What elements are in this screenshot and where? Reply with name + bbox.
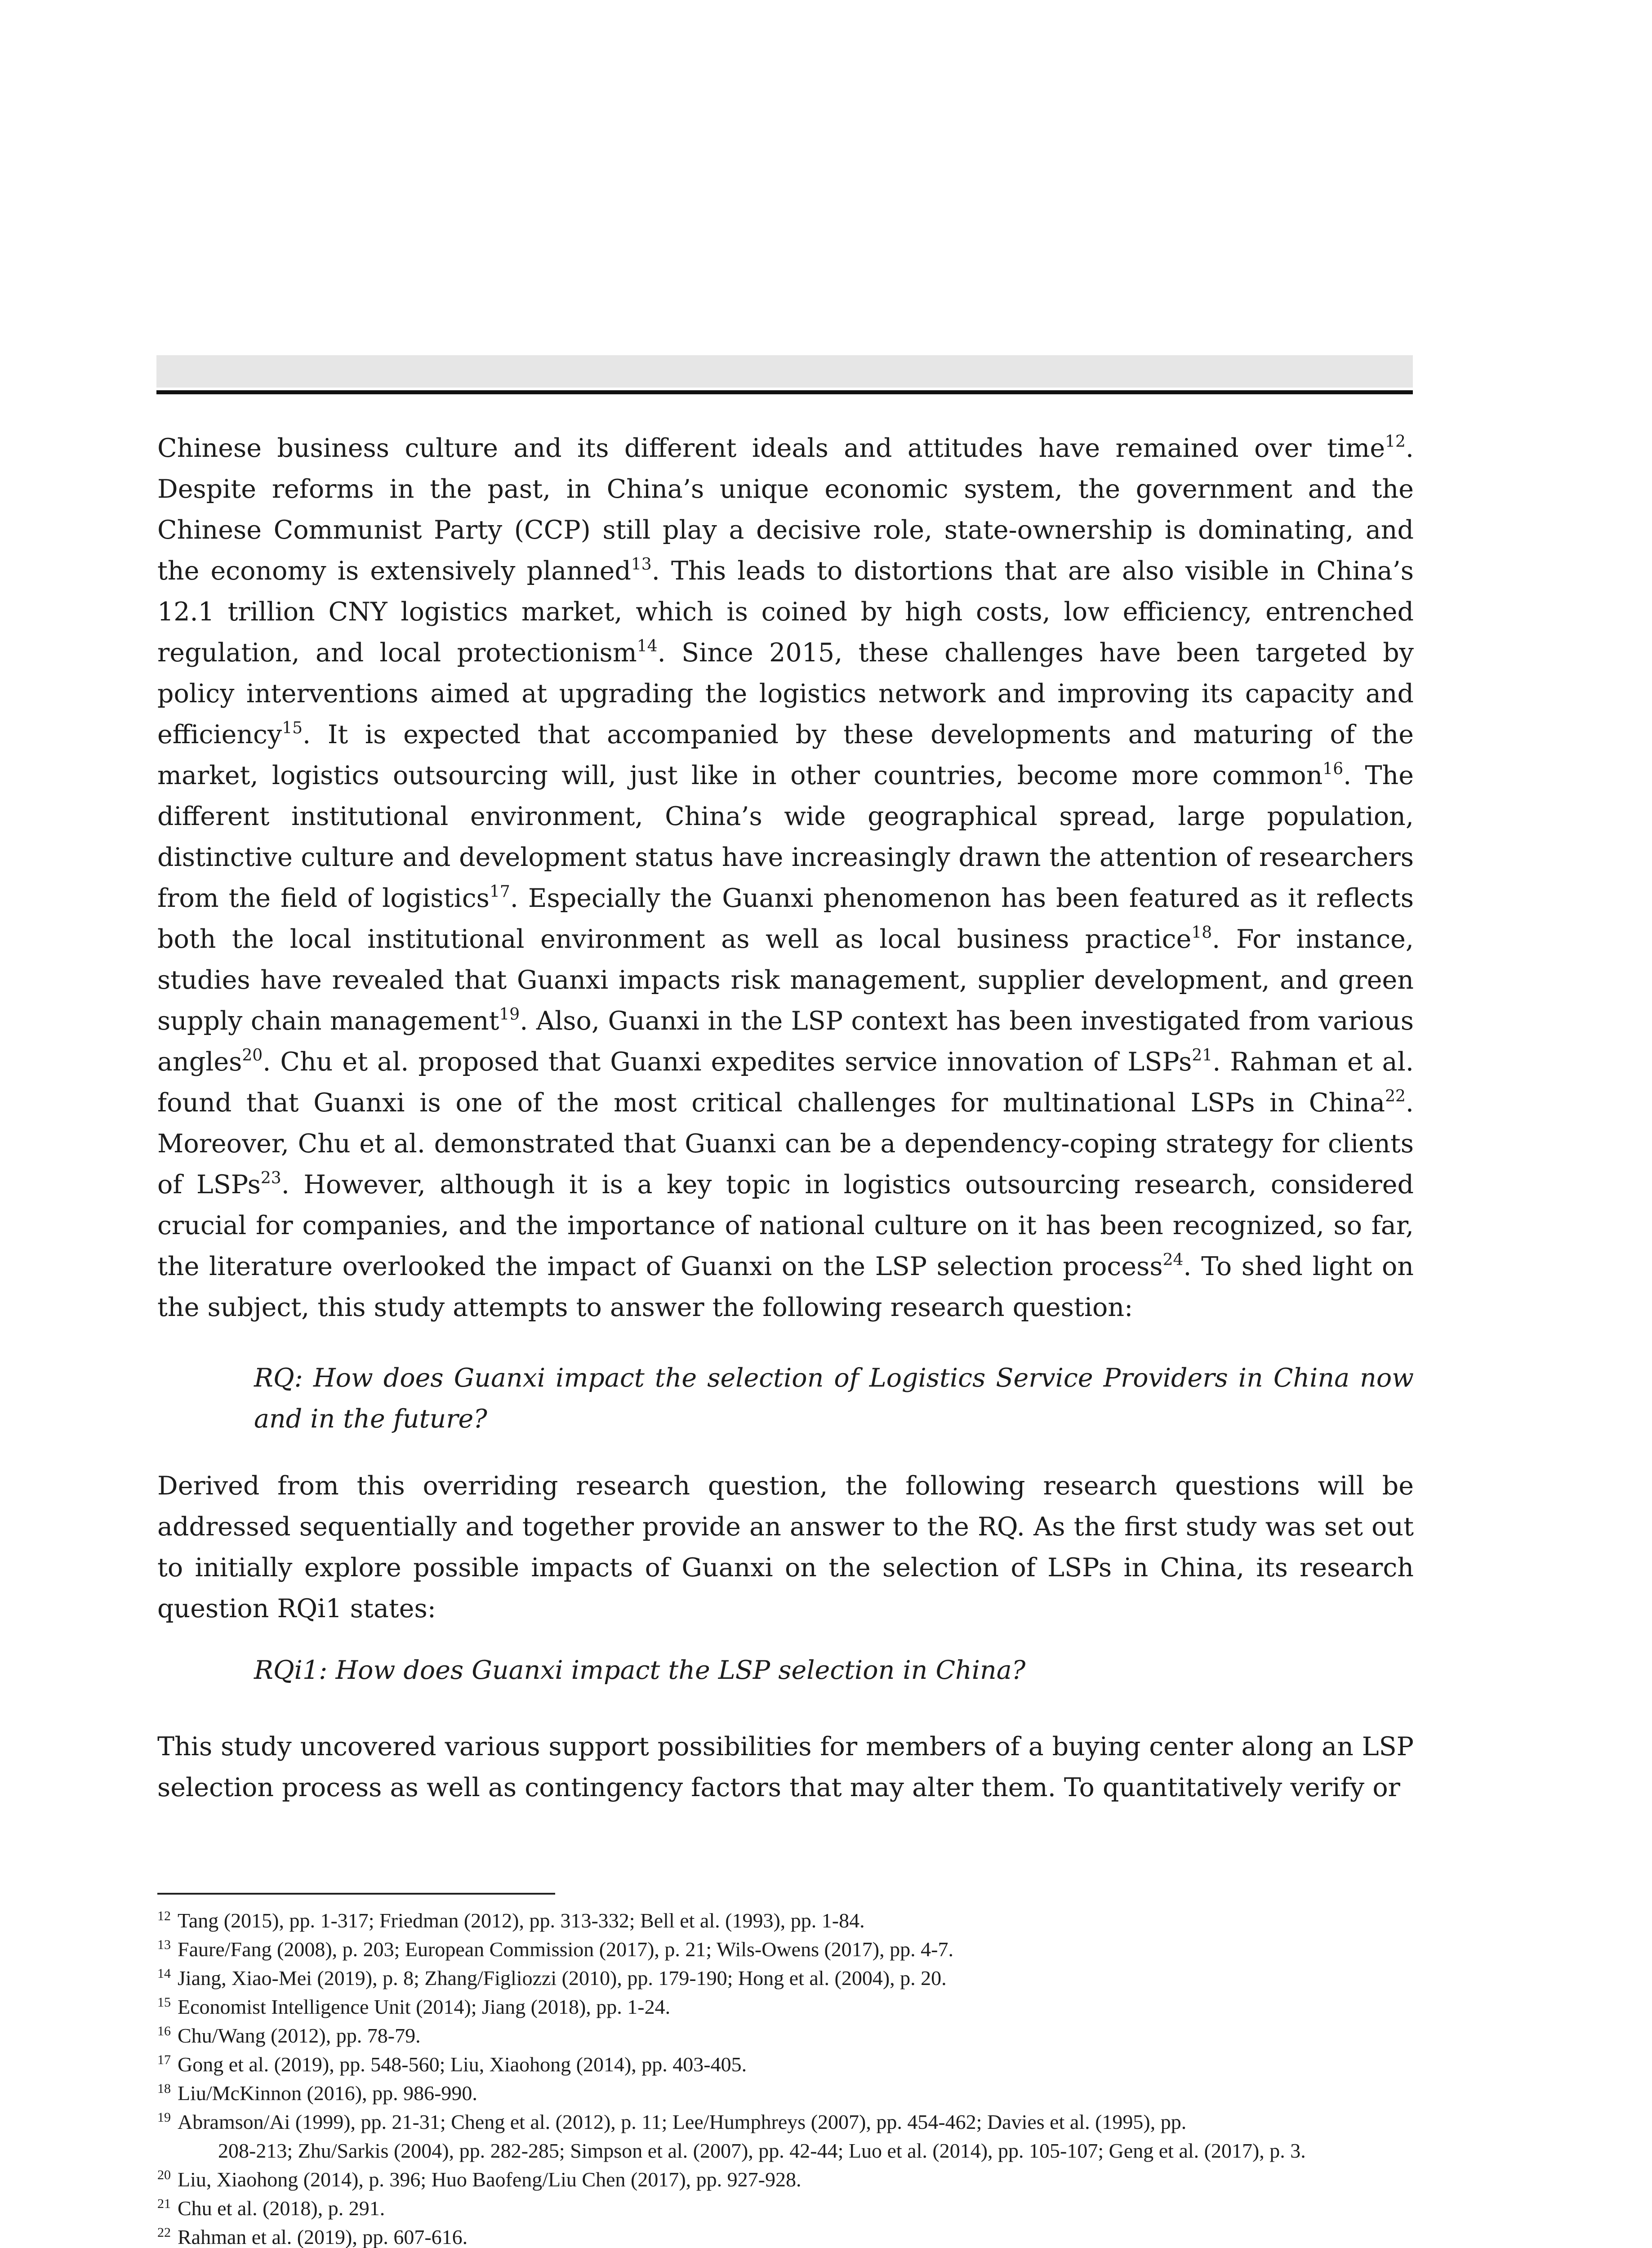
footnote-ref[interactable]: 16 bbox=[1322, 760, 1344, 778]
paragraph-text-segment: . Despite reforms in the past, in China’s unique economic system, the government and the Chinese Communist Party (CCP) still play a decisive role, state-ownership is dominating, and the economy is extensively planned bbox=[157, 433, 1414, 586]
footnote-ref[interactable]: 20 bbox=[242, 1046, 263, 1065]
body-paragraph-2: Derived from this overriding research question, the following research questions will be addressed sequentially and together provide an answer to the RQ. As the first study was set out to initially explore possible impacts of Guanxi on the selection of LSPs in China, its research question RQi1 states: bbox=[157, 1471, 1414, 1624]
footnote-ref[interactable]: 14 bbox=[637, 637, 658, 656]
footnote-ref[interactable]: 22 bbox=[1385, 1087, 1406, 1106]
footnote-text: Chu/Wang (2012), pp. 78-79. bbox=[178, 2024, 421, 2047]
footnote-text: Liu/McKinnon (2016), pp. 986-990. bbox=[178, 2082, 477, 2105]
footnote-text: Chu et al. (2018), p. 291. bbox=[178, 2197, 385, 2220]
paragraph-text-segment: . To shed light on the subject, this study attempts to answer the following research question: bbox=[157, 1252, 1414, 1322]
paragraph-text-segment: . Moreover, Chu et al. demonstrated that Guanxi can be a dependency-coping strategy for clients of LSPs bbox=[157, 1088, 1414, 1200]
footnote-ref[interactable]: 17 bbox=[489, 883, 510, 901]
footnote-ref[interactable]: 19 bbox=[499, 1005, 520, 1024]
footnote-ref[interactable]: 15 bbox=[282, 719, 303, 737]
footnote-text: Faure/Fang (2008), p. 203; European Commission (2017), p. 21; Wils-Owens (2017), pp. 4-7. bbox=[178, 1938, 953, 1961]
paragraph-text-segment: . Since 2015, these challenges have been targeted by policy interventions aimed at upgrading the logistics network and improving its capacity and efficiency bbox=[157, 638, 1414, 749]
paragraph-text-segment: . Chu et al. proposed that Guanxi expedites service innovation of LSPs bbox=[263, 1047, 1192, 1077]
footnote-ref[interactable]: 18 bbox=[1191, 923, 1212, 942]
body-paragraph-1 bbox=[157, 428, 1414, 1328]
footnote-17: 17 Gong et al. (2019), pp. 548-560; Liu, Xiaohong (2014), pp. 403-405. bbox=[157, 2052, 747, 2076]
footnote-text: Abramson/Ai (1999), pp. 21-31; Cheng et al. (2012), p. 11; Lee/Humphreys (2007), pp. 454-462; Davies et al. (1995), pp. bbox=[178, 2110, 1187, 2133]
footnote-13: 13 Faure/Fang (2008), p. 203; European Commission (2017), p. 21; Wils-Owens (2017), pp. 4-7. bbox=[157, 1937, 953, 1961]
paragraph-text-segment: . The different institutional environment, China’s wide geographical spread, large population, distinctive culture and development status have increasingly drawn the attention of researchers from the field of logistics bbox=[157, 761, 1414, 913]
footnote-15: 15 Economist Intelligence Unit (2014); Jiang (2018), pp. 1-24. bbox=[157, 1995, 671, 2018]
footnote-16: 16 Chu/Wang (2012), pp. 78-79. bbox=[157, 2024, 421, 2047]
footnote-text: Jiang, Xiao-Mei (2019), p. 8; Zhang/Figliozzi (2010), pp. 179-190; Hong et al. (2004), p. 20. bbox=[178, 1967, 947, 1989]
footnote-continuation: 208-213; Zhu/Sarkis (2004), pp. 282-285; Simpson et al. (2007), pp. 42-44; Luo et al. (2014), pp. 105-107; Geng et al. (2017), p. 3. bbox=[218, 2139, 1306, 2162]
paragraph-text-segment: . For instance, studies have revealed that Guanxi impacts risk management, supplier development, and green supply chain management bbox=[157, 924, 1414, 1036]
footnotes bbox=[157, 1906, 1416, 2248]
header-rule bbox=[156, 390, 1413, 394]
footnote-20: 20 Liu, Xiaohong (2014), p. 396; Huo Baofeng/Liu Chen (2017), pp. 927-928. bbox=[157, 2168, 802, 2191]
footnote-21: 21 Chu et al. (2018), p. 291. bbox=[157, 2196, 385, 2220]
footnote-text: Tang (2015), pp. 1-317; Friedman (2012), pp. 313-332; Bell et al. (1993), pp. 1-84. bbox=[178, 1909, 865, 1932]
footnote-separator bbox=[157, 1893, 555, 1895]
paragraph-text-segment: . Especially the Guanxi phenomenon has been featured as it reflects both the local institutional environment as well as local business practice bbox=[157, 883, 1414, 954]
footnote-19: 19 Abramson/Ai (1999), pp. 21-31; Cheng et al. (2012), p. 11; Lee/Humphreys (2007), pp. 454-462; Davies et al. (1995), pp. 208-213; Zhu/Sarkis (2004), pp. 282-285; Simpson et al. (2007), pp. 42-44; Luo et al. (2014), pp. 105-107; Geng et al. (2017), p. 3. bbox=[157, 2108, 1416, 2165]
footnote-ref[interactable]: 24 bbox=[1162, 1251, 1184, 1269]
paragraph-text-segment: . It is expected that accompanied by these developments and maturing of the market, logistics outsourcing will, just like in other countries, become more common bbox=[157, 720, 1414, 790]
footnote-text: Rahman et al. (2019), pp. 607-616. bbox=[178, 2226, 468, 2248]
paragraph-text-segment: . Also, Guanxi in the LSP context has been investigated from various angles bbox=[157, 1006, 1414, 1077]
footnote-ref[interactable]: 12 bbox=[1385, 433, 1406, 451]
footnote-14: 14 Jiang, Xiao-Mei (2019), p. 8; Zhang/Figliozzi (2010), pp. 179-190; Hong et al. (2004), p. 20. bbox=[157, 1966, 947, 1989]
paragraph-text-segment: . Rahman et al. found that Guanxi is one of the most critical challenges for multinational LSPs in China bbox=[157, 1047, 1414, 1118]
footnote-18: 18 Liu/McKinnon (2016), pp. 986-990. bbox=[157, 2081, 477, 2105]
footnote-ref[interactable]: 23 bbox=[260, 1169, 281, 1187]
footnote-ref[interactable]: 13 bbox=[631, 555, 652, 574]
footnote-22: 22 Rahman et al. (2019), pp. 607-616. bbox=[157, 2225, 468, 2248]
paragraph-text-segment: . However, although it is a key topic in logistics outsourcing research, considered crucial for companies, and the importance of national culture on it has been recognized, so far, the literature overlooked the impact of Guanxi on the LSP selection process bbox=[157, 1170, 1414, 1281]
header-band bbox=[156, 355, 1413, 388]
footnote-text: Economist Intelligence Unit (2014); Jiang (2018), pp. 1-24. bbox=[178, 1995, 671, 2018]
body-paragraph-3: This study uncovered various support possibilities for members of a buying center along an LSP selection process as well as contingency factors that may alter them. To quantitatively verify or bbox=[157, 1732, 1414, 1802]
footnote-text: Liu, Xiaohong (2014), p. 396; Huo Baofeng/Liu Chen (2017), pp. 927-928. bbox=[178, 2168, 802, 2191]
research-question-main: RQ: How does Guanxi impact the selection of Logistics Service Providers in China now and in the future? bbox=[254, 1363, 1414, 1434]
research-question-rqi1: RQi1: How does Guanxi impact the LSP selection in China? bbox=[254, 1655, 1026, 1685]
paragraph-text-segment: Chinese business culture and its different ideals and attitudes have remained over time bbox=[157, 433, 1385, 463]
footnote-text: Gong et al. (2019), pp. 548-560; Liu, Xiaohong (2014), pp. 403-405. bbox=[178, 2053, 747, 2076]
footnote-12: 12 Tang (2015), pp. 1-317; Friedman (2012), pp. 313-332; Bell et al. (1993), pp. 1-84. bbox=[157, 1909, 865, 1932]
paragraph-text-segment: . This leads to distortions that are also visible in China’s 12.1 trillion CNY logistics market, which is coined by high costs, low efficiency, entrenched regulation, and local protectionism bbox=[157, 556, 1414, 668]
footnote-ref[interactable]: 21 bbox=[1192, 1046, 1213, 1065]
